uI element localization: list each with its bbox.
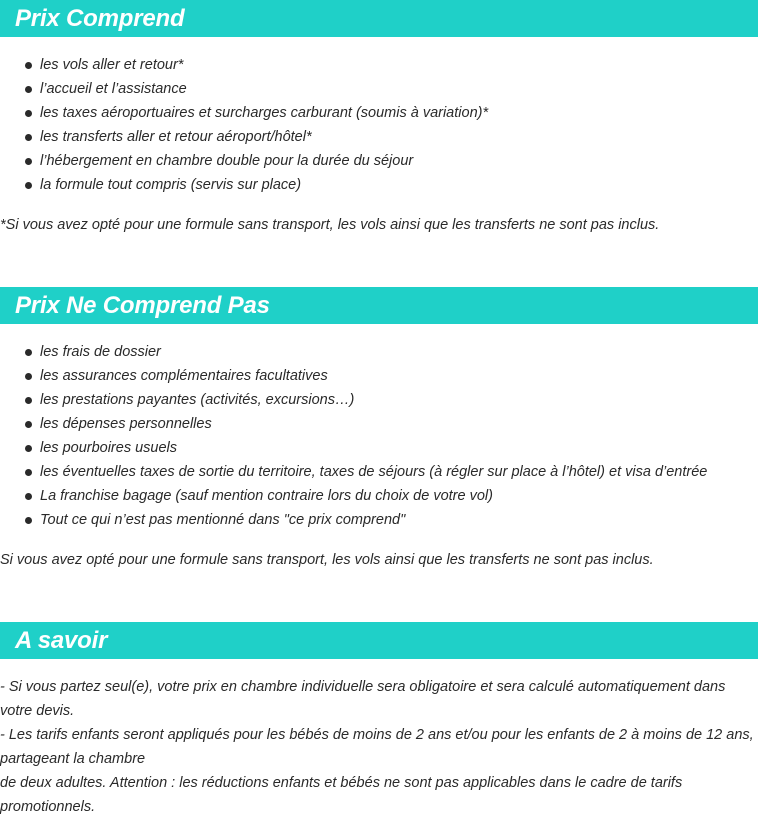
- bullet-icon: [25, 110, 32, 117]
- info-paragraphs: [0, 675, 758, 819]
- list-item-text: les taxes aéroportuaires et surcharges carburant (soumis à variation)*: [40, 105, 489, 121]
- list-item: [0, 340, 758, 364]
- bullet-icon: [25, 134, 32, 141]
- list-item-text: la formule tout compris (servis sur place): [40, 177, 302, 193]
- bullet-icon: [25, 445, 32, 452]
- list-item-text: les frais de dossier: [40, 344, 161, 360]
- list-item: [0, 364, 758, 388]
- transport-note: Si vous avez opté pour une formule sans transport, les vols ainsi que les transferts ne sont pas inclus.: [0, 552, 654, 568]
- section-header: [0, 622, 758, 659]
- bullet-icon: [25, 158, 32, 165]
- bullet-icon: [25, 469, 32, 476]
- list-item-text: Tout ce qui n’est pas mentionné dans "ce prix comprend": [40, 512, 406, 528]
- bullet-icon: [25, 349, 32, 356]
- list-item: [0, 101, 758, 125]
- section-header: [0, 0, 758, 37]
- list-item-text: l’accueil et l’assistance: [40, 81, 187, 97]
- section-title: Prix Ne Comprend Pas: [15, 291, 270, 319]
- list-item: [0, 149, 758, 173]
- list-item: [0, 388, 758, 412]
- bullet-icon: [25, 421, 32, 428]
- bullet-icon: [25, 62, 32, 69]
- list-item: [0, 125, 758, 149]
- list-item: [0, 436, 758, 460]
- section-a-savoir: [0, 622, 758, 819]
- bullet-icon: [25, 517, 32, 524]
- list-item: [0, 484, 758, 508]
- info-paragraph-single-room: - Si vous partez seul(e), votre prix en chambre individuelle sera obligatoire et sera calculé automatiquement dans votre devis.: [0, 679, 726, 719]
- excluded-list: [0, 340, 758, 532]
- bullet-icon: [25, 182, 32, 189]
- section-prix-ne-comprend-pas: [0, 287, 758, 572]
- list-item-text: les assurances complémentaires facultatives: [40, 368, 328, 384]
- bullet-icon: [25, 397, 32, 404]
- list-item-text: les prestations payantes (activités, excursions…): [40, 392, 355, 408]
- list-item-text: l’hébergement en chambre double pour la durée du séjour: [40, 153, 414, 169]
- list-item: [0, 508, 758, 532]
- section-prix-comprend: [0, 0, 758, 237]
- bullet-icon: [25, 373, 32, 380]
- list-item-text: La franchise bagage (sauf mention contraire lors du choix de votre vol): [40, 488, 493, 504]
- list-item-text: les dépenses personnelles: [40, 416, 212, 432]
- bullet-icon: [25, 86, 32, 93]
- list-item-text: les vols aller et retour*: [40, 57, 184, 73]
- transport-note: *Si vous avez opté pour une formule sans transport, les vols ainsi que les transferts ne sont pas inclus.: [0, 217, 660, 233]
- section-title: Prix Comprend: [15, 4, 185, 32]
- list-item: [0, 53, 758, 77]
- list-item-text: les transferts aller et retour aéroport/hôtel*: [40, 129, 312, 145]
- included-list: [0, 53, 758, 197]
- list-item: [0, 173, 758, 197]
- section-header: [0, 287, 758, 324]
- list-item: [0, 77, 758, 101]
- info-paragraph-promotions: de deux adultes. Attention : les réductions enfants et bébés ne sont pas applicables dans le cadre de tarifs promotionnels.: [0, 775, 683, 815]
- list-item: [0, 460, 758, 484]
- list-item-text: les pourboires usuels: [40, 440, 178, 456]
- bullet-icon: [25, 493, 32, 500]
- list-item: [0, 412, 758, 436]
- section-title: A savoir: [15, 626, 108, 654]
- info-paragraph-child-rates: - Les tarifs enfants seront appliqués pour les bébés de moins de 2 ans et/ou pour les enfants de 2 à moins de 12 ans, partageant la chambre: [0, 727, 754, 767]
- list-item-text: les éventuelles taxes de sortie du territoire, taxes de séjours (à régler sur place à l’hôtel) et visa d’entrée: [40, 464, 708, 480]
